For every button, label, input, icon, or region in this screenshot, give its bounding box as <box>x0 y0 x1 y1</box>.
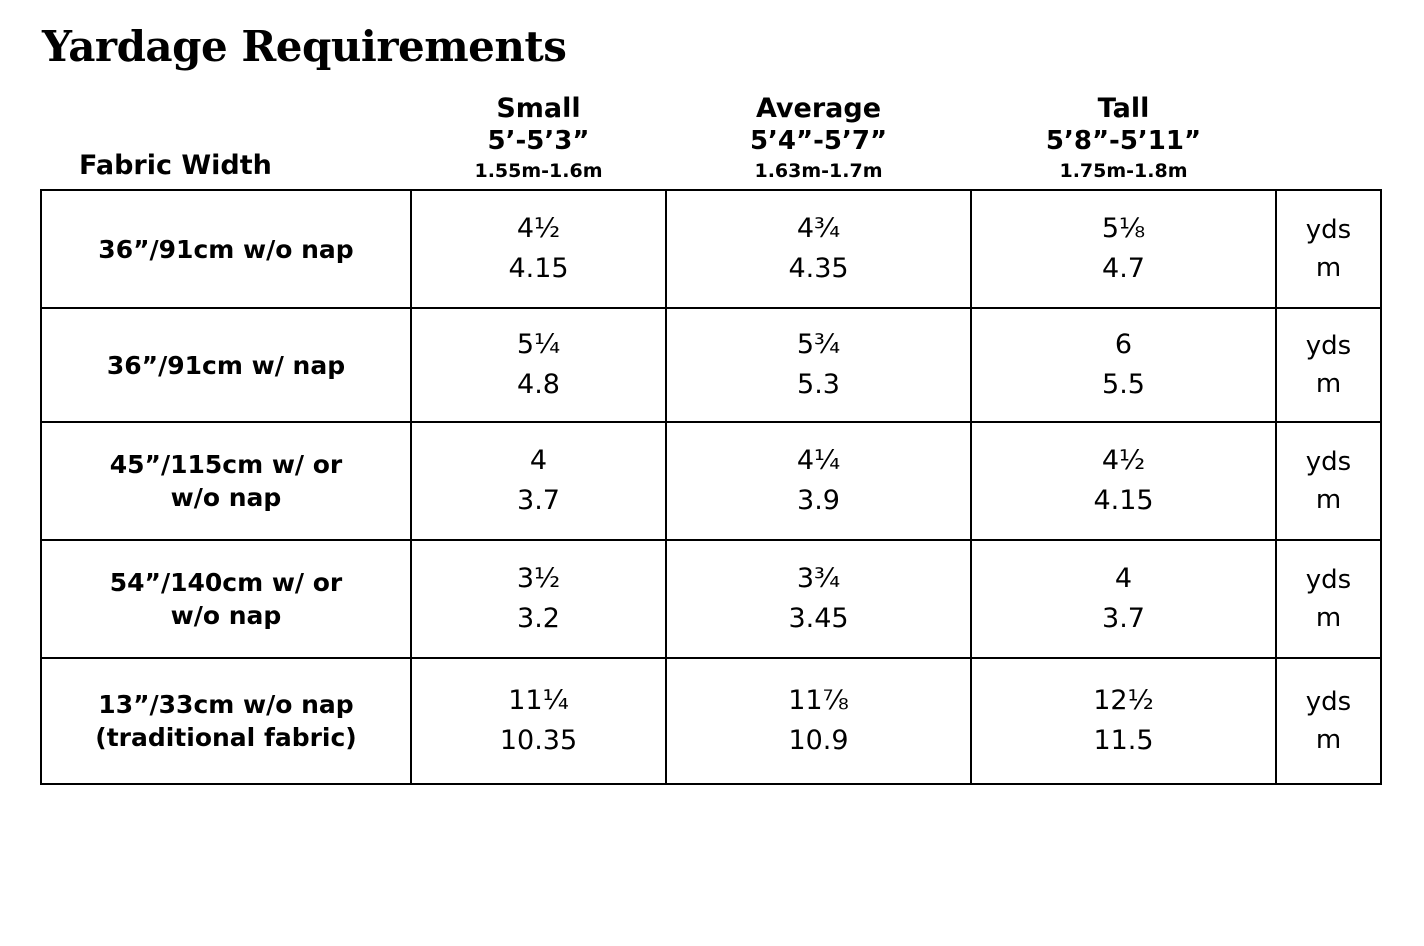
cell-tall-yards: 5⅛ <box>1101 213 1146 245</box>
header-size-tall-metric: 1.75m-1.8m <box>1059 159 1188 182</box>
table-row <box>41 308 1381 422</box>
table-row <box>41 422 1381 540</box>
unit-meters-label: m <box>1315 253 1342 284</box>
unit-yards-label: yds <box>1305 330 1352 361</box>
table-body <box>41 190 1381 784</box>
cell-small-yards: 5¼ <box>516 329 561 361</box>
cell-small <box>411 422 666 540</box>
cell-tall-meters: 3.7 <box>1102 603 1145 635</box>
cell-tall-yards: 4 <box>1114 563 1133 595</box>
cell-tall-meters: 11.5 <box>1093 725 1154 757</box>
cell-average <box>666 540 971 658</box>
row-label <box>41 540 411 658</box>
header-size-average-metric: 1.63m-1.7m <box>754 159 883 182</box>
row-label-line2: (traditional fabric) <box>95 723 357 753</box>
cell-units <box>1276 540 1381 658</box>
row-label <box>41 308 411 422</box>
cell-average-yards: 4¾ <box>796 213 841 245</box>
cell-average-yards: 4¼ <box>796 445 841 477</box>
cell-average-yards: 11⅞ <box>788 685 849 717</box>
cell-units <box>1276 308 1381 422</box>
unit-yards-label: yds <box>1305 564 1352 595</box>
row-label-line1: 45”/115cm w/ or <box>109 450 343 480</box>
row-label-line1: 36”/91cm w/o nap <box>98 234 354 264</box>
cell-average-meters: 10.9 <box>788 725 849 757</box>
cell-units <box>1276 190 1381 308</box>
cell-tall <box>971 422 1276 540</box>
cell-average-meters: 3.9 <box>797 485 840 517</box>
header-size-small-name: Small <box>496 93 581 124</box>
cell-tall-yards: 6 <box>1114 329 1133 361</box>
header-size-small-metric: 1.55m-1.6m <box>474 159 603 182</box>
row-label <box>41 422 411 540</box>
header-units-spacer <box>1276 93 1381 190</box>
cell-average-yards: 3¾ <box>796 563 841 595</box>
header-size-average-imperial: 5’4”-5’7” <box>749 125 888 156</box>
cell-average-meters: 5.3 <box>797 369 840 401</box>
cell-average-meters: 3.45 <box>788 603 849 635</box>
header-size-tall <box>971 93 1276 190</box>
cell-average-yards: 5¾ <box>796 329 841 361</box>
cell-small-yards: 3½ <box>516 563 561 595</box>
header-size-average-name: Average <box>755 93 882 124</box>
header-size-tall-name: Tall <box>1097 93 1150 124</box>
header-size-small <box>411 93 666 190</box>
row-label-line1: 54”/140cm w/ or <box>109 568 343 598</box>
header-row <box>41 93 1381 190</box>
cell-small-meters: 4.8 <box>517 369 560 401</box>
cell-small-meters: 3.2 <box>517 603 560 635</box>
cell-units <box>1276 658 1381 784</box>
table-header <box>41 93 1381 190</box>
cell-small <box>411 540 666 658</box>
header-size-average <box>666 93 971 190</box>
row-label-line1: 36”/91cm w/ nap <box>106 350 346 380</box>
unit-yards-label: yds <box>1305 686 1352 717</box>
unit-yards-label: yds <box>1305 214 1352 245</box>
row-label <box>41 658 411 784</box>
row-label-line2: w/o nap <box>170 601 282 631</box>
cell-tall-yards: 4½ <box>1101 445 1146 477</box>
cell-units <box>1276 422 1381 540</box>
unit-meters-label: m <box>1315 485 1342 516</box>
header-fabric-width: Fabric Width <box>79 150 272 182</box>
cell-tall-meters: 4.15 <box>1093 485 1154 517</box>
cell-tall-meters: 5.5 <box>1102 369 1145 401</box>
unit-meters-label: m <box>1315 725 1342 756</box>
cell-average-meters: 4.35 <box>788 253 849 285</box>
table-row <box>41 190 1381 308</box>
cell-average <box>666 308 971 422</box>
table-row <box>41 540 1381 658</box>
cell-small-meters: 3.7 <box>517 485 560 517</box>
cell-tall <box>971 308 1276 422</box>
header-size-small-imperial: 5’-5’3” <box>487 125 590 156</box>
unit-meters-label: m <box>1315 369 1342 400</box>
cell-small-yards: 11¼ <box>508 685 569 717</box>
cell-small <box>411 190 666 308</box>
cell-small <box>411 658 666 784</box>
cell-tall-yards: 12½ <box>1093 685 1154 717</box>
row-label <box>41 190 411 308</box>
cell-average <box>666 190 971 308</box>
cell-small <box>411 308 666 422</box>
cell-tall <box>971 658 1276 784</box>
cell-tall <box>971 190 1276 308</box>
row-label-line1: 13”/33cm w/o nap <box>98 690 354 720</box>
table-row <box>41 658 1381 784</box>
yardage-table <box>40 93 1382 785</box>
cell-average <box>666 422 971 540</box>
unit-yards-label: yds <box>1305 446 1352 477</box>
cell-small-meters: 10.35 <box>499 725 578 757</box>
cell-tall-meters: 4.7 <box>1102 253 1145 285</box>
cell-tall <box>971 540 1276 658</box>
cell-small-yards: 4½ <box>516 213 561 245</box>
header-size-tall-imperial: 5’8”-5’11” <box>1045 125 1202 156</box>
cell-small-yards: 4 <box>529 445 548 477</box>
unit-meters-label: m <box>1315 603 1342 634</box>
cell-average <box>666 658 971 784</box>
yardage-requirements-page <box>0 22 1424 946</box>
row-label-line2: w/o nap <box>170 483 282 513</box>
page-title: Yardage Requirements <box>42 22 567 71</box>
cell-small-meters: 4.15 <box>508 253 569 285</box>
